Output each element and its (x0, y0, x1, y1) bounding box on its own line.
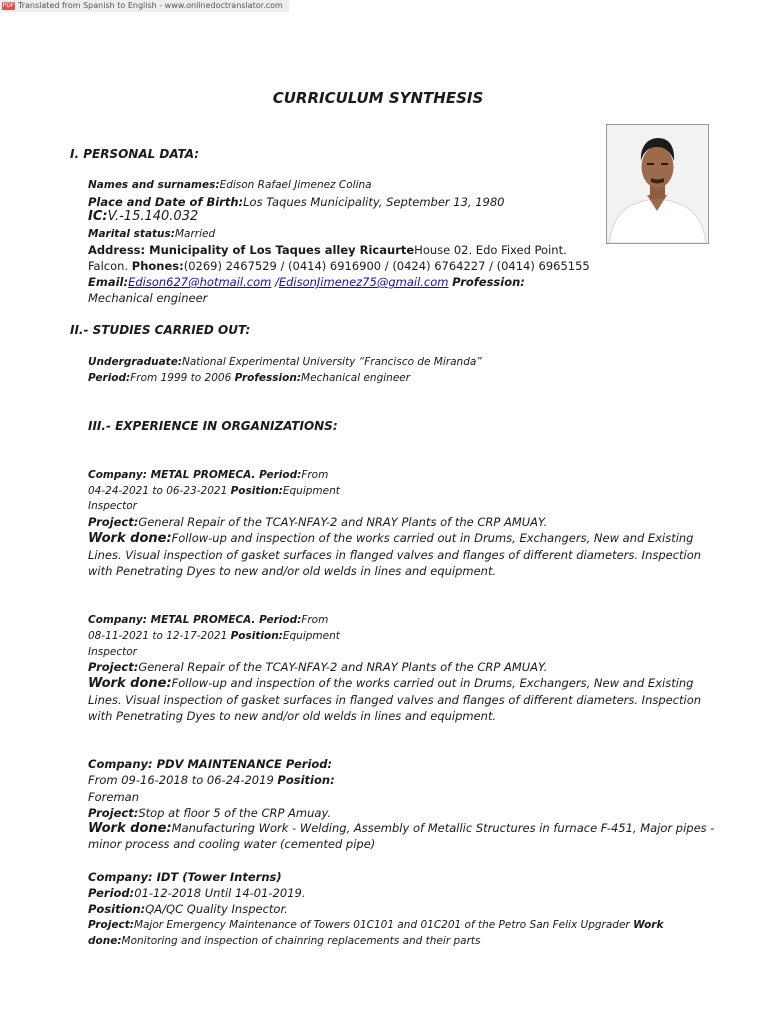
job-2-dates-row (88, 630, 340, 642)
job-2-company: Company: METAL PROMECA. (88, 614, 260, 626)
job-1-position-cont: Inspector (88, 500, 137, 512)
job-3-company: Company: PDV MAINTENANCE Period: (88, 757, 333, 771)
job-1-company: Company: METAL PROMECA. (88, 469, 260, 481)
job-1-period-label: Period: (259, 469, 302, 481)
job-2-work-line3: with Penetrating Dyes to new and/or old welds in lines and equipment. (88, 709, 497, 723)
heading-studies: II.- STUDIES CARRIED OUT: (70, 323, 251, 337)
pdf-icon: PDF (2, 2, 15, 9)
job-2-project-row (88, 660, 547, 674)
ic-value: V.-15.140.032 (107, 209, 199, 224)
job-1-project-value: General Repair of the TCAY-NFAY-2 and NRAY Plants of the CRP AMUAY. (138, 515, 548, 529)
job-2-company-row (88, 614, 328, 626)
marital-value: Married (174, 228, 216, 240)
job-4-project-row (88, 919, 663, 931)
job-1-project-row (88, 515, 547, 529)
job-4-position-row (88, 902, 288, 916)
job-3-work-label: Work done: (88, 821, 172, 836)
job-3-position-label: Position: (277, 773, 335, 787)
job-3-project-label: Project: (88, 806, 139, 820)
job-4-position-label: Position: (88, 902, 146, 916)
job-1-work-value: Follow-up and inspection of the works carried out in Drums, Exchangers, New and Existing (171, 531, 694, 545)
job-2-dates: 08-11-2021 to 12-17-2021 (88, 630, 231, 642)
job-2-project-value: General Repair of the TCAY-NFAY-2 and NRAY Plants of the CRP AMUAY. (138, 660, 548, 674)
email-link-hotmail[interactable]: Edison627@hotmail.com (128, 275, 272, 289)
job-4-work-label-a: Work (633, 919, 664, 931)
job-2-work-row (88, 676, 694, 691)
names-row (88, 179, 372, 191)
address-label: Address: Municipality of Los Taques alley Ricaurte (88, 243, 415, 257)
heading-experience: III.- EXPERIENCE IN ORGANIZATIONS: (88, 419, 338, 433)
ic-label: IC: (88, 209, 108, 224)
marital-label: Marital status: (88, 228, 175, 240)
job-1-dates-row (88, 485, 340, 497)
profession-label: Profession: (452, 275, 525, 289)
email-separator: / (271, 275, 279, 289)
phones-value: (0269) 2467529 / (0414) 6916900 / (0424) 6764227 / (0414) 6965155 (183, 259, 590, 273)
study-period-value: From 1999 to 2006 (130, 372, 235, 384)
job-3-work-line2: minor process and cooling water (cemented pipe) (88, 837, 376, 851)
marital-row (88, 228, 215, 240)
job-3-project-row (88, 806, 331, 820)
job-4-period-value: 01-12-2018 Until 14-01-2019. (134, 886, 306, 900)
names-label: Names and surnames: (88, 179, 220, 191)
birth-row (88, 195, 505, 209)
job-1-period-start: From (301, 469, 329, 481)
profession-row (88, 291, 207, 305)
job-1-work-row (88, 531, 694, 546)
job-2-position-label: Position: (230, 630, 283, 642)
email-link-gmail[interactable]: EdisonJimenez75@gmail.com (278, 275, 449, 289)
person-photo-icon (607, 125, 708, 243)
email-label: Email: (88, 275, 129, 289)
study-period-label: Period: (88, 372, 131, 384)
heading-personal-data: I. PERSONAL DATA: (70, 147, 200, 161)
job-4-company: Company: IDT (Tower Interns) (88, 870, 282, 884)
job-2-position-cont: Inspector (88, 646, 137, 658)
job-4-period-row (88, 886, 306, 900)
falcon-text: Falcon. (88, 259, 132, 273)
job-3-project-value: Stop at floor 5 of the CRP Amuay. (138, 806, 332, 820)
job-1-project-label: Project: (88, 515, 139, 529)
job-2-work-label: Work done: (88, 676, 172, 691)
job-4-project-value: Major Emergency Maintenance of Towers 01C101 and 01C201 of the Petro San Felix Upgrader (133, 919, 634, 931)
job-1-work-line3: with Penetrating Dyes to new and/or old welds in lines and equipment. (88, 564, 497, 578)
phones-row (88, 259, 590, 273)
job-4-work-label-b: done: (88, 935, 122, 947)
birth-label: Place and Date of Birth: (88, 195, 244, 209)
job-2-work-line2: Lines. Visual inspection of gasket surfaces in flanged valves and flanges of different diameters. Inspection (88, 693, 702, 707)
job-3-company-row (88, 757, 332, 771)
job-1-work-label: Work done: (88, 531, 172, 546)
job-3-work-value: Manufacturing Work - Welding, Assembly of Metallic Structures in furnace F-451, Major pipes - (171, 821, 715, 835)
phones-label: Phones: (131, 259, 184, 273)
study-profession-label: Profession: (234, 372, 302, 384)
job-2-position-value: Equipment (282, 630, 340, 642)
study-period-row (88, 372, 410, 384)
job-1-position-value: Equipment (282, 485, 340, 497)
job-4-period-label: Period: (88, 886, 135, 900)
job-3-dates-row (88, 773, 335, 787)
job-4-company-row (88, 870, 282, 884)
profession-value: Mechanical engineer (88, 291, 208, 305)
ic-row (88, 209, 198, 224)
job-3-position-cont: Foreman (88, 790, 139, 804)
banner-text: Translated from Spanish to English - www.onlinedoctranslator.com (18, 1, 283, 10)
job-4-project-label: Project: (88, 919, 134, 931)
job-4-work-row (88, 935, 480, 947)
job-3-dates: From 09-16-2018 to 06-24-2019 (88, 773, 278, 787)
job-1-work-line2: Lines. Visual inspection of gasket surfaces in flanged valves and flanges of different diameters. Inspection (88, 548, 702, 562)
address-value: House 02. Edo Fixed Point. (414, 243, 567, 257)
job-1-company-row (88, 469, 328, 481)
address-row (88, 243, 567, 257)
study-profession-value: Mechanical engineer (301, 372, 411, 384)
job-1-dates: 04-24-2021 to 06-23-2021 (88, 485, 231, 497)
job-2-period-label: Period: (259, 614, 302, 626)
job-2-period-start: From (301, 614, 329, 626)
job-2-work-value: Follow-up and inspection of the works carried out in Drums, Exchangers, New and Existing (171, 676, 694, 690)
job-2-project-label: Project: (88, 660, 139, 674)
job-4-position-value: QA/QC Quality Inspector. (145, 902, 288, 916)
job-1-position-label: Position: (230, 485, 283, 497)
birth-value: Los Taques Municipality, September 13, 1980 (243, 195, 505, 209)
undergrad-value: National Experimental University “Francisco de Miranda” (182, 356, 482, 368)
email-row (88, 275, 525, 289)
page-title: CURRICULUM SYNTHESIS (272, 89, 484, 107)
job-3-work-row (88, 821, 714, 836)
undergrad-row (88, 356, 482, 368)
names-value: Edison Rafael Jimenez Colina (219, 179, 372, 191)
job-4-work-value: Monitoring and inspection of chainring replacements and their parts (121, 935, 481, 947)
undergrad-label: Undergraduate: (88, 356, 183, 368)
profile-photo (606, 124, 709, 244)
translation-banner[interactable] (0, 0, 289, 12)
